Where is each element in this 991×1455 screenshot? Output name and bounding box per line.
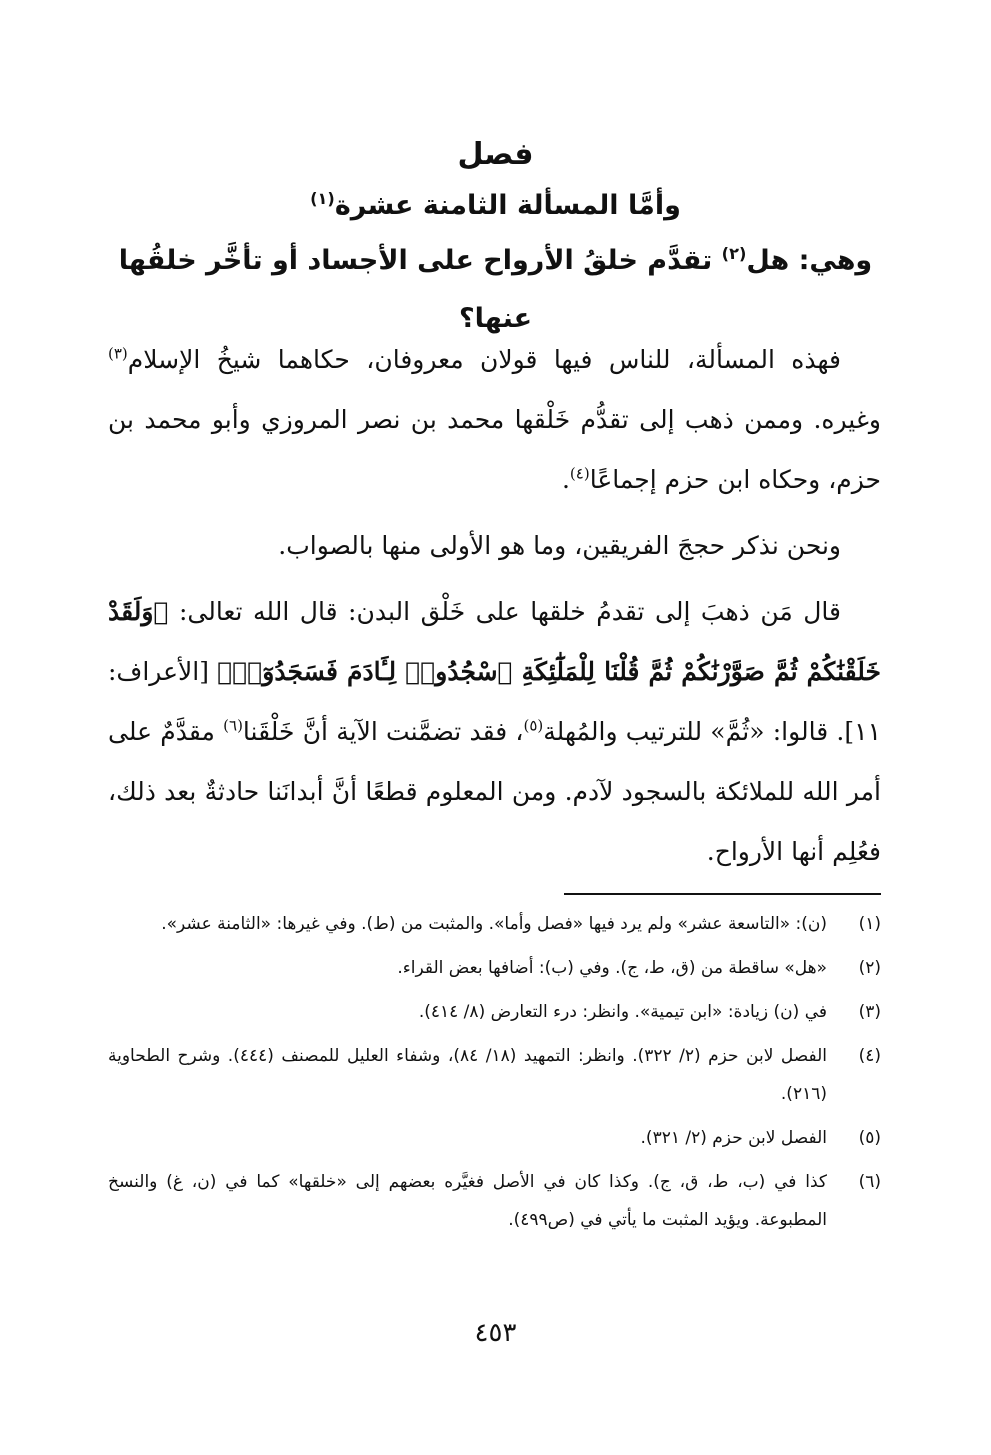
paragraph-3-text-a: قال مَن ذهبَ إلى تقدمُ خلقها على خَلْق البدن: قال الله تعالى: (168, 597, 841, 626)
footnote-item (108, 905, 881, 943)
paragraph-1-text-a: فهذه المسألة، للناس فيها قولان معروفان، حكاهما شيخُ الإسلام (127, 345, 841, 374)
paragraph-3-text-c: ، فقد تضمَّنت الآية أنَّ خَلْقَنا (242, 717, 524, 746)
footnote-text: في (ن) زيادة: «ابن تيمية». وانظر: درء التعارض (٨/ ٤١٤). (418, 1002, 827, 1022)
footnote-ref: (٥) (523, 716, 544, 735)
paragraph-2: ونحن نذكر حججَ الفريقين، وما هو الأولى منها بالصواب. (278, 531, 841, 560)
question-title-text: وأمَّا المسألة الثامنة عشرة (334, 190, 681, 221)
paragraph-1-text-c: . (561, 465, 570, 494)
footnote-ref: (١) (310, 189, 335, 208)
footnote-item (108, 993, 881, 1031)
paragraph-1 (108, 330, 881, 510)
footnote-text: كذا في (ب، ط، ق، ج). وكذا كان في الأصل فغيَّره بعضهم إلى «خلقها» كما في (ن، غ) والنسخ المطبوعة. ويؤيد المثبت ما يأتي في (ص٤٩٩). (108, 1172, 827, 1230)
chapter-title: فصل (457, 137, 534, 172)
footnote-divider (564, 893, 881, 895)
paragraph-3 (108, 582, 881, 882)
footnote-number: (٥) (858, 1128, 881, 1148)
question-subtitle-end: تقدَّم خلقُ الأرواح على الأجساد أو تأخَّر خلقُها عنها؟ (118, 245, 722, 334)
footnote-item (108, 1119, 881, 1157)
footnote-number: (٦) (858, 1172, 881, 1192)
footnote-number: (٤) (858, 1046, 881, 1066)
quran-verse: ﴿وَلَقَدْ خَلَقْنَٰكُمْ ثُمَّ صَوَّرْنَٰكُمْ ثُمَّ قُلْنَا لِلْمَلَٰٓئِكَةِ ٱسْجُدُوا۟ لِـَٔادَمَ فَسَجَدُوٓا۟﴾ (108, 597, 882, 686)
question-subtitle-start: وهي: هل (746, 245, 873, 276)
footnote-item (108, 1163, 881, 1239)
footnote-ref: (٢) (721, 244, 747, 263)
footnote-item (108, 1037, 881, 1113)
section-headings (100, 130, 891, 348)
footnote-text: الفصل لابن حزم (٢/ ٣٢١). (640, 1128, 827, 1148)
paragraph-1-text-b: وغيره. وممن ذهب إلى تقدُّم خَلْقها محمد بن نصر المروزي وأبو محمد بن حزم، وحكاه ابن حزم إجماعًا (108, 405, 881, 494)
footnote-text: (ن): «التاسعة عشر» ولم يرد فيها «فصل وأما». والمثبت من (ط). وفي غيرها: «الثامنة عشر». (161, 914, 827, 934)
footnote-number: (٢) (858, 958, 881, 978)
page-number: ٤٥٣ (474, 1318, 517, 1348)
paragraph-3-text-b: [الأعراف: ١١]. قالوا: «ثُمَّ» للترتيب والمُهلة (108, 657, 881, 746)
footnote-ref: (٦) (223, 716, 243, 735)
footnote-ref: (٣) (108, 344, 128, 363)
paragraph-3-text-d: مقدَّمٌ على أمر الله للملائكة بالسجود لآدم. ومن المعلوم قطعًا أنَّ أبدانَنا حادثةٌ بعد ذلك، فعُلِم أنها الأرواح. (108, 717, 881, 866)
main-text (108, 330, 881, 882)
footnote-number: (٣) (858, 1002, 881, 1022)
footnote-number: (١) (858, 914, 881, 934)
footnote-ref: (٤) (569, 464, 590, 483)
footnotes-list (108, 905, 881, 1245)
question-title (100, 180, 891, 232)
footnote-text: «هل» ساقطة من (ق، ط، ج). وفي (ب): أضافها بعض القراء. (397, 958, 827, 978)
footnote-text: الفصل لابن حزم (٢/ ٣٢٢). وانظر: التمهيد (١٨/ ٨٤)، وشفاء العليل للمصنف (٤٤٤). وشرح الطحاوية (٢١٦). (108, 1046, 827, 1104)
footnote-item (108, 949, 881, 987)
